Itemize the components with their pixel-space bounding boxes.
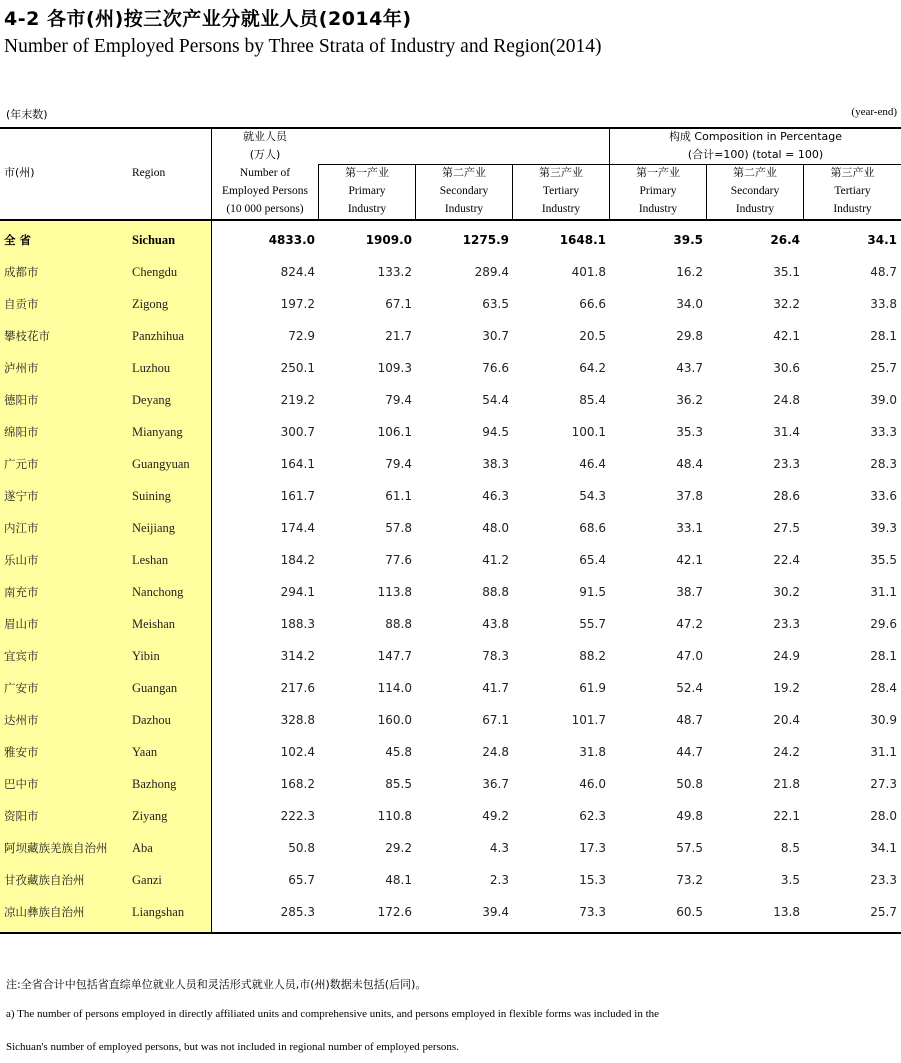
footnote-chinese: 注:全省合计中包括省直综单位就业人员和灵活形式就业人员,市(州)数据未包括(后同)。 <box>6 978 427 991</box>
table-row <box>0 640 901 672</box>
value-cell-sp: 24.8 <box>773 393 800 407</box>
value-cell-p: 79.4 <box>385 457 412 471</box>
unit-note-english: (year-end) <box>851 106 897 118</box>
table-row <box>0 448 901 480</box>
header-tertiary-pct-en: Tertiary <box>834 185 871 197</box>
value-cell-s: 67.1 <box>482 713 509 727</box>
value-cell-p: 85.5 <box>385 777 412 791</box>
value-cell-pp: 35.3 <box>676 425 703 439</box>
value-cell-p: 48.1 <box>385 873 412 887</box>
value-cell-s: 49.2 <box>482 809 509 823</box>
value-cell-tp: 33.6 <box>870 489 897 503</box>
header-industry-en: Industry <box>347 203 387 215</box>
city-name-cn: 凉山彝族自治州 <box>4 905 85 919</box>
value-cell-t: 100.1 <box>571 425 606 439</box>
value-cell-tp: 28.1 <box>870 329 897 343</box>
value-cell-p: 61.1 <box>385 489 412 503</box>
value-cell-s: 78.3 <box>482 649 509 663</box>
value-cell-pp: 48.4 <box>676 457 703 471</box>
value-cell-sp: 30.2 <box>773 585 800 599</box>
value-cell-tp: 39.3 <box>870 521 897 535</box>
city-name-en: Bazhong <box>132 776 177 791</box>
table-row <box>0 608 901 640</box>
city-name-en: Yaan <box>132 744 158 759</box>
value-cell-p: 133.2 <box>377 265 412 279</box>
value-cell-total: 300.7 <box>280 425 315 439</box>
value-cell-p: 29.2 <box>385 841 412 855</box>
value-cell-s: 39.4 <box>482 905 509 919</box>
value-cell-t: 62.3 <box>579 809 606 823</box>
header-secondary-en: Secondary <box>439 185 489 197</box>
city-name-cn: 南充市 <box>4 585 39 599</box>
value-cell-sp: 32.2 <box>773 297 800 311</box>
city-name-cn: 绵阳市 <box>4 425 39 439</box>
city-name-en: Leshan <box>132 552 169 567</box>
value-cell-tp: 28.0 <box>870 809 897 823</box>
value-cell-s: 289.4 <box>474 265 509 279</box>
value-cell-tp: 48.7 <box>870 265 897 279</box>
value-cell-pp: 44.7 <box>676 745 703 759</box>
value-cell-s: 30.7 <box>482 329 509 343</box>
value-cell-s: 88.8 <box>482 585 509 599</box>
city-name-en: Suining <box>132 488 171 503</box>
header-city: 市(州) <box>4 166 35 179</box>
header-primary-cn: 第一产业 <box>345 166 389 179</box>
value-cell-total: 217.6 <box>280 681 315 695</box>
value-cell-t: 31.8 <box>579 745 606 759</box>
value-cell-tp: 39.0 <box>870 393 897 407</box>
value-cell-pp: 52.4 <box>676 681 703 695</box>
value-cell-total: 102.4 <box>280 745 315 759</box>
footnote-english-line1: a) The number of persons employed in directly affiliated units and comprehensive units, and persons employed in flexible forms was included in the <box>6 1008 660 1020</box>
header-bottom-rule <box>0 219 901 221</box>
header-primary-pct-en: Primary <box>639 185 677 197</box>
value-cell-tp: 28.4 <box>870 681 897 695</box>
value-cell-total: 164.1 <box>280 457 315 471</box>
table-row <box>0 800 901 832</box>
table-row <box>0 512 901 544</box>
city-name-en: Deyang <box>132 392 171 407</box>
table-row <box>0 864 901 896</box>
value-cell-p: 21.7 <box>385 329 412 343</box>
header-employed-cn: 就业人员 <box>243 130 287 143</box>
value-cell-pp: 33.1 <box>676 521 703 535</box>
header-composition: 构成 Composition in Percentage <box>668 130 843 143</box>
value-cell-tp: 25.7 <box>870 361 897 375</box>
value-cell-tp: 25.7 <box>870 905 897 919</box>
header-secondary-pct-en: Secondary <box>730 185 780 197</box>
value-cell-tp: 29.6 <box>870 617 897 631</box>
value-cell-tp: 33.8 <box>870 297 897 311</box>
table-row <box>0 576 901 608</box>
city-name-en: Nanchong <box>132 584 184 599</box>
value-cell-s: 43.8 <box>482 617 509 631</box>
value-cell-pp: 16.2 <box>676 265 703 279</box>
value-cell-total: 197.2 <box>280 297 315 311</box>
value-cell-pp: 38.7 <box>676 585 703 599</box>
table-title-chinese: 4-2 各市(州)按三次产业分就业人员(2014年) <box>4 8 412 30</box>
table-row <box>0 256 901 288</box>
table-title-english: Number of Employed Persons by Three Strata of Industry and Region(2014) <box>4 36 602 57</box>
city-name-en: Mianyang <box>132 424 183 439</box>
city-name-en: Ziyang <box>132 808 168 823</box>
header-employed-unit: (万人) <box>249 148 281 161</box>
value-cell-t: 55.7 <box>579 617 606 631</box>
value-cell-sp: 26.4 <box>770 233 800 247</box>
city-name-en: Zigong <box>132 296 169 311</box>
value-cell-tp: 34.1 <box>870 841 897 855</box>
value-cell-t: 88.2 <box>579 649 606 663</box>
value-cell-sp: 8.5 <box>780 841 800 855</box>
value-cell-s: 63.5 <box>482 297 509 311</box>
header-employed-en: (10 000 persons) <box>226 203 304 215</box>
header-industry-en: Industry <box>541 203 581 215</box>
table-bottom-rule <box>0 932 901 934</box>
value-cell-total: 285.3 <box>280 905 315 919</box>
value-cell-total: 65.7 <box>288 873 315 887</box>
value-cell-p: 67.1 <box>385 297 412 311</box>
table-row <box>0 768 901 800</box>
header-secondary-pct-cn: 第二产业 <box>733 166 777 179</box>
value-cell-pp: 47.2 <box>676 617 703 631</box>
city-name-en: Ganzi <box>132 872 162 887</box>
city-name-cn: 乐山市 <box>4 553 39 567</box>
value-cell-s: 54.4 <box>482 393 509 407</box>
city-name-cn: 攀枝花市 <box>4 329 50 343</box>
value-cell-p: 106.1 <box>377 425 412 439</box>
unit-note-chinese: (年末数) <box>6 108 48 121</box>
value-cell-sp: 20.4 <box>773 713 800 727</box>
value-cell-t: 101.7 <box>571 713 606 727</box>
header-tertiary-cn: 第三产业 <box>539 166 583 179</box>
value-cell-total: 328.8 <box>280 713 315 727</box>
value-cell-t: 20.5 <box>579 329 606 343</box>
value-cell-tp: 31.1 <box>870 745 897 759</box>
value-cell-pp: 36.2 <box>676 393 703 407</box>
value-cell-total: 222.3 <box>280 809 315 823</box>
value-cell-total: 72.9 <box>288 329 315 343</box>
city-name-en: Sichuan <box>132 232 176 247</box>
value-cell-sp: 24.2 <box>773 745 800 759</box>
header-primary-pct-cn: 第一产业 <box>636 166 680 179</box>
value-cell-t: 61.9 <box>579 681 606 695</box>
city-name-cn: 德阳市 <box>4 393 39 407</box>
value-cell-p: 113.8 <box>377 585 412 599</box>
value-cell-total: 250.1 <box>280 361 315 375</box>
header-tertiary-pct-cn: 第三产业 <box>830 166 875 179</box>
header-employed-en: Number of <box>239 167 291 179</box>
header-employed-en: Employed Persons <box>222 185 308 197</box>
value-cell-total: 314.2 <box>280 649 315 663</box>
city-name-cn: 阿坝藏族羌族自治州 <box>4 841 108 855</box>
value-cell-p: 172.6 <box>377 905 412 919</box>
value-cell-total: 294.1 <box>280 585 315 599</box>
value-cell-total: 174.4 <box>280 521 315 535</box>
header-secondary-cn: 第二产业 <box>442 166 486 179</box>
city-name-cn: 广安市 <box>4 681 39 695</box>
value-cell-tp: 28.1 <box>870 649 897 663</box>
value-cell-t: 17.3 <box>579 841 606 855</box>
value-cell-tp: 27.3 <box>870 777 897 791</box>
value-cell-t: 85.4 <box>579 393 606 407</box>
value-cell-pp: 47.0 <box>676 649 703 663</box>
header-composition-sub: (合计=100) (total = 100) <box>687 148 824 161</box>
value-cell-s: 38.3 <box>482 457 509 471</box>
value-cell-pp: 48.7 <box>676 713 703 727</box>
city-name-cn: 甘孜藏族自治州 <box>4 873 85 887</box>
value-cell-p: 1909.0 <box>365 233 412 247</box>
value-cell-sp: 22.4 <box>773 553 800 567</box>
value-cell-p: 147.7 <box>377 649 412 663</box>
value-cell-t: 65.4 <box>579 553 606 567</box>
city-name-en: Chengdu <box>132 264 178 279</box>
table-row <box>0 736 901 768</box>
value-cell-t: 46.4 <box>579 457 606 471</box>
city-name-cn: 资阳市 <box>4 809 39 823</box>
value-cell-t: 64.2 <box>579 361 606 375</box>
value-cell-sp: 22.1 <box>773 809 800 823</box>
value-cell-pp: 49.8 <box>676 809 703 823</box>
value-cell-pp: 50.8 <box>676 777 703 791</box>
value-cell-s: 76.6 <box>482 361 509 375</box>
value-cell-sp: 13.8 <box>773 905 800 919</box>
value-cell-t: 73.3 <box>579 905 606 919</box>
table-row <box>0 544 901 576</box>
value-cell-total: 50.8 <box>288 841 315 855</box>
value-cell-sp: 28.6 <box>773 489 800 503</box>
table-row <box>0 832 901 864</box>
value-cell-tp: 35.5 <box>870 553 897 567</box>
value-cell-p: 109.3 <box>377 361 412 375</box>
value-cell-p: 88.8 <box>385 617 412 631</box>
table-row <box>0 384 901 416</box>
value-cell-s: 36.7 <box>482 777 509 791</box>
value-cell-total: 4833.0 <box>268 233 315 247</box>
value-cell-pp: 37.8 <box>676 489 703 503</box>
value-cell-total: 184.2 <box>280 553 315 567</box>
city-name-en: Aba <box>132 840 153 855</box>
value-cell-s: 46.3 <box>482 489 509 503</box>
value-cell-t: 68.6 <box>579 521 606 535</box>
table-row <box>0 672 901 704</box>
value-cell-total: 188.3 <box>280 617 315 631</box>
value-cell-pp: 34.0 <box>676 297 703 311</box>
city-name-en: Luzhou <box>132 360 171 375</box>
city-name-en: Guangyuan <box>132 456 190 471</box>
value-cell-sp: 35.1 <box>773 265 800 279</box>
header-industry-en: Industry <box>638 203 678 215</box>
table-row <box>0 320 901 352</box>
table-row <box>0 896 901 928</box>
value-cell-sp: 19.2 <box>773 681 800 695</box>
value-cell-p: 45.8 <box>385 745 412 759</box>
value-cell-p: 160.0 <box>377 713 412 727</box>
value-cell-tp: 23.3 <box>870 873 897 887</box>
value-cell-s: 48.0 <box>482 521 509 535</box>
value-cell-s: 41.7 <box>482 681 509 695</box>
value-cell-sp: 42.1 <box>773 329 800 343</box>
city-name-en: Liangshan <box>132 904 185 919</box>
city-name-en: Neijiang <box>132 520 176 535</box>
value-cell-sp: 21.8 <box>773 777 800 791</box>
value-cell-p: 57.8 <box>385 521 412 535</box>
value-cell-total: 168.2 <box>280 777 315 791</box>
city-name-cn: 巴中市 <box>4 777 39 791</box>
city-name-cn: 成都市 <box>4 265 39 279</box>
value-cell-tp: 30.9 <box>870 713 897 727</box>
value-cell-p: 110.8 <box>377 809 412 823</box>
header-industry-en: Industry <box>833 203 872 215</box>
city-name-cn: 泸州市 <box>4 361 39 375</box>
city-name-cn: 广元市 <box>4 457 39 471</box>
value-cell-sp: 30.6 <box>773 361 800 375</box>
value-cell-s: 41.2 <box>482 553 509 567</box>
value-cell-pp: 60.5 <box>676 905 703 919</box>
table-row <box>0 416 901 448</box>
value-cell-total: 161.7 <box>280 489 315 503</box>
value-cell-pp: 39.5 <box>673 233 703 247</box>
table-row <box>0 704 901 736</box>
value-cell-t: 91.5 <box>579 585 606 599</box>
city-name-cn: 宜宾市 <box>4 649 39 663</box>
value-cell-t: 54.3 <box>579 489 606 503</box>
value-cell-pp: 29.8 <box>676 329 703 343</box>
value-cell-sp: 24.9 <box>773 649 800 663</box>
employment-table <box>0 224 901 928</box>
value-cell-s: 24.8 <box>482 745 509 759</box>
value-cell-tp: 28.3 <box>870 457 897 471</box>
value-cell-t: 1648.1 <box>559 233 606 247</box>
city-name-en: Guangan <box>132 680 178 695</box>
value-cell-tp: 33.3 <box>870 425 897 439</box>
city-name-cn: 自贡市 <box>4 297 39 311</box>
table-row-total <box>0 224 901 256</box>
value-cell-pp: 57.5 <box>676 841 703 855</box>
table-row <box>0 288 901 320</box>
value-cell-sp: 3.5 <box>780 873 800 887</box>
city-name-en: Meishan <box>132 616 176 631</box>
value-cell-s: 94.5 <box>482 425 509 439</box>
city-name-cn: 眉山市 <box>4 617 39 631</box>
header-industry-en: Industry <box>735 203 775 215</box>
value-cell-p: 114.0 <box>377 681 412 695</box>
table-row <box>0 480 901 512</box>
header-industry-en: Industry <box>444 203 484 215</box>
value-cell-t: 15.3 <box>579 873 606 887</box>
value-cell-sp: 27.5 <box>773 521 800 535</box>
value-cell-p: 77.6 <box>385 553 412 567</box>
value-cell-total: 824.4 <box>280 265 315 279</box>
value-cell-tp: 31.1 <box>870 585 897 599</box>
value-cell-p: 79.4 <box>385 393 412 407</box>
value-cell-pp: 42.1 <box>676 553 703 567</box>
city-name-cn: 达州市 <box>4 713 39 727</box>
city-name-en: Dazhou <box>132 712 171 727</box>
city-name-cn: 全 省 <box>4 233 32 247</box>
city-name-cn: 遂宁市 <box>4 489 39 503</box>
value-cell-tp: 34.1 <box>867 233 897 247</box>
city-name-cn: 内江市 <box>4 521 39 535</box>
value-cell-sp: 31.4 <box>773 425 800 439</box>
value-cell-sp: 23.3 <box>773 457 800 471</box>
value-cell-pp: 43.7 <box>676 361 703 375</box>
value-cell-t: 401.8 <box>571 265 606 279</box>
value-cell-s: 2.3 <box>489 873 509 887</box>
city-name-en: Yibin <box>132 648 160 663</box>
value-cell-pp: 73.2 <box>676 873 703 887</box>
value-cell-total: 219.2 <box>280 393 315 407</box>
header-tertiary-en: Tertiary <box>542 185 580 197</box>
value-cell-t: 66.6 <box>579 297 606 311</box>
footnote-english-line2: Sichuan's number of employed persons, but was not included in regional number of employed persons. <box>6 1041 459 1053</box>
value-cell-s: 1275.9 <box>462 233 509 247</box>
value-cell-t: 46.0 <box>579 777 606 791</box>
city-name-cn: 雅安市 <box>4 745 39 759</box>
table-row <box>0 352 901 384</box>
header-region: Region <box>132 167 166 179</box>
header-primary-en: Primary <box>348 185 386 197</box>
value-cell-sp: 23.3 <box>773 617 800 631</box>
value-cell-s: 4.3 <box>489 841 509 855</box>
city-name-en: Panzhihua <box>132 328 185 343</box>
